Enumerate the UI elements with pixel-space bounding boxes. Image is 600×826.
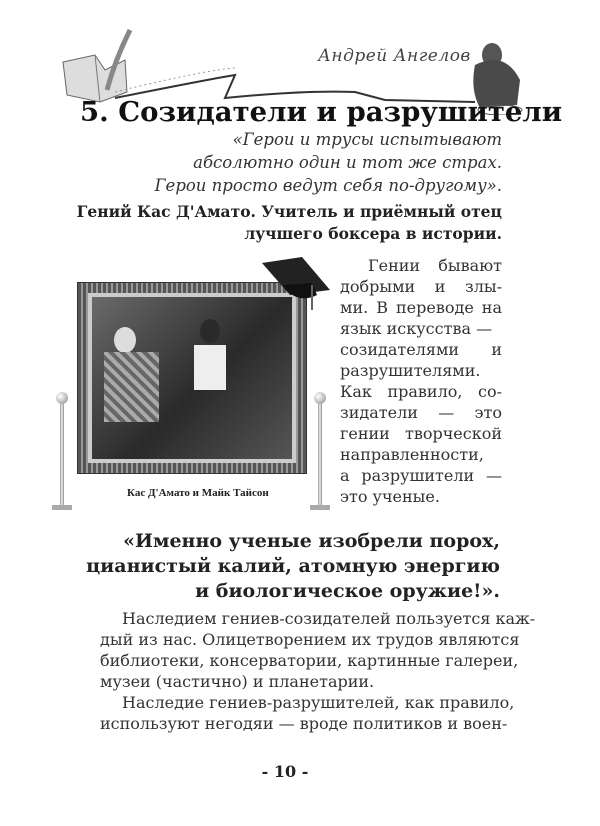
pull-quote-line: «Именно ученые изобрели порох, — [123, 530, 500, 552]
text-line: разрушителями. — [340, 361, 481, 380]
epigraph-line: абсолютно один и тот же страх. — [193, 153, 502, 172]
text-line: Гении бывают — [368, 256, 502, 275]
body-text — [100, 608, 536, 734]
side-text — [340, 255, 502, 507]
text-line: библиотеки, консерватории, картинные галереи, — [100, 651, 519, 670]
pull-quote-line: цианистый калий, атомную энергию — [86, 555, 500, 577]
book-quill-icon — [63, 30, 130, 102]
page-number: - 10 - — [261, 762, 309, 781]
text-line: созидателями и — [340, 340, 502, 359]
text-line: музеи (частично) и планетарии. — [100, 672, 375, 691]
text-line: а разрушители — — [340, 466, 502, 485]
text-line: используют негодяи — вроде политиков и воен- — [100, 714, 508, 733]
text-line: язык искусства — — [340, 319, 493, 338]
text-line: Наследие гениев-разрушителей, как правило, — [122, 693, 515, 712]
text-line: зидатели — это — [340, 403, 502, 422]
photo — [92, 297, 292, 459]
epigraph-line: «Герои и трусы испытывают — [232, 130, 502, 149]
pull-quote-line: и биологическое оружие!». — [195, 580, 500, 602]
epigraph-attribution: Гений Кас Д'Амато. Учитель и приёмный отец — [76, 202, 502, 221]
text-line: это ученые. — [340, 487, 440, 506]
graduation-cap-icon — [262, 255, 332, 315]
header-author: Андрей Ангелов — [318, 46, 471, 66]
text-line: добрыми и злы- — [340, 277, 502, 296]
photo-caption: Кас Д'Амато и Майк Тайсон — [127, 487, 269, 499]
text-line: Как правило, со- — [340, 382, 502, 401]
stanchion-right — [318, 400, 322, 510]
text-line: ми. В переводе на — [340, 298, 502, 317]
stanchion-left — [60, 400, 64, 510]
epigraph-line: Герои просто ведут себя по-другому». — [154, 176, 502, 195]
chapter-title: 5. Созидатели и разрушители — [80, 96, 563, 128]
text-line: дый из нас. Олицетворением их трудов являются — [100, 630, 520, 649]
text-line: Наследием гениев-созидателей пользуется каж- — [122, 609, 536, 628]
text-line: гении творческой — [340, 424, 502, 443]
epigraph-attribution: лучшего боксера в истории. — [244, 224, 502, 243]
text-line: направленности, — [340, 445, 484, 464]
